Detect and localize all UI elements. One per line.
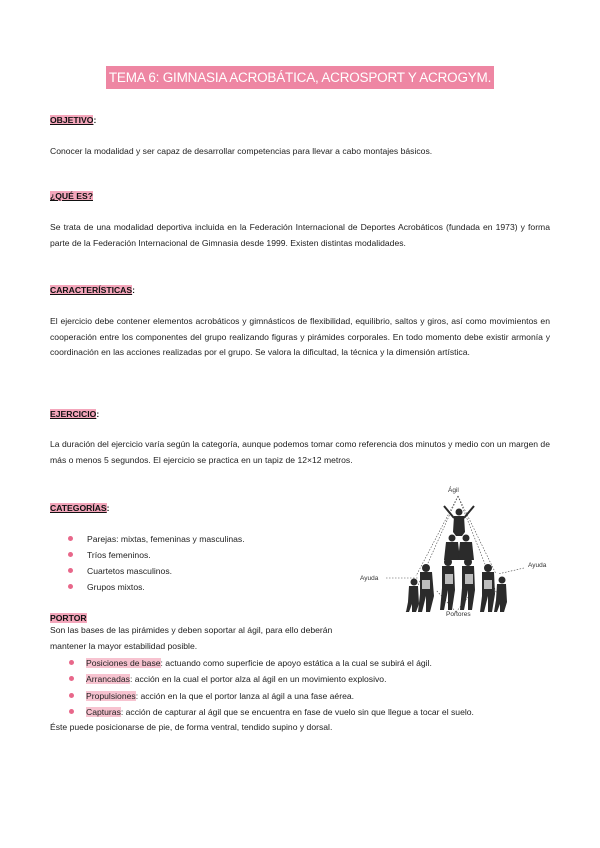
bullet-icon: [68, 584, 73, 589]
list-item: Parejas: mixtas, femeninas y masculinas.: [50, 531, 245, 547]
que-es-text: Se trata de una modalidad deportiva incluida en la Federación Internacional de Deportes Acrobáticos (fundada en 1973) y forma parte de la Federación Internacional de Gimnasia desde 1999. Existen distintas modalidades.: [50, 222, 550, 248]
objetivo-heading-colon: :: [93, 115, 97, 125]
figure-label-agil: Ágil: [448, 487, 459, 494]
bullet-icon: [69, 660, 74, 665]
pyramid-drawing: [356, 486, 552, 620]
categorias-heading: [50, 502, 110, 514]
bullet-icon: [68, 552, 73, 557]
caracteristicas-text: El ejercicio debe contener elementos acrobáticos y gimnásticos de flexibilidad, equilibrio, saltos y giros, así como movimientos en cooperación entre los componentes del grupo realizando figuras y pirámides corporales. En todo momento debe existir armonía y coordinación en las acciones realizadas por el grupo. Se valora la dificultad, la técnica y la dimensión artística.: [50, 316, 550, 358]
objetivo-text: Conocer la modalidad y ser capaz de desarrollar competencias para llevar a cabo montajes básicos.: [50, 146, 433, 156]
list-item: Cuartetos masculinos.: [50, 563, 245, 579]
categorias-heading-colon: :: [106, 503, 110, 513]
categorias-heading-label: CATEGORÍAS: [50, 503, 107, 513]
figure-label-ayuda-left: Ayuda: [360, 575, 379, 582]
page-title: TEMA 6: GIMNASIA ACROBÁTICA, ACROSPORT Y ACROGYM.: [106, 66, 494, 89]
bullet-icon: [68, 536, 73, 541]
caracteristicas-heading-label: CARACTERÍSTICAS: [50, 285, 133, 295]
caracteristicas-heading-colon: :: [132, 285, 135, 295]
portor-list: [50, 655, 550, 720]
list-item: Posiciones de base: actuando como superficie de apoyo estática a la cual se subirá el ágil.: [50, 655, 550, 671]
list-item: Grupos mixtos.: [50, 579, 245, 595]
ejercicio-text: La duración del ejercicio varía según la categoría, aunque podemos tomar como referencia dos minutos y medio con un margen de más o menos 5 segundos. El ejercicio se practica en un tapiz de 12×12 metros.: [50, 439, 550, 465]
list-item: Tríos femeninos.: [50, 547, 245, 563]
categorias-list: [50, 531, 245, 595]
bullet-icon: [69, 709, 74, 714]
ejercicio-heading-label: EJERCICIO: [50, 409, 97, 419]
que-es-heading: [50, 190, 93, 202]
objetivo-heading-label: OBJETIVO: [50, 115, 94, 125]
list-item: Arrancadas: acción en la cual el portor alza al ágil en un movimiento explosivo.: [50, 671, 550, 687]
bullet-icon: [69, 676, 74, 681]
objetivo-heading: [50, 114, 96, 126]
ejercicio-heading-colon: :: [96, 409, 100, 419]
caracteristicas-heading: [50, 284, 135, 296]
list-item: Propulsiones: acción en la que el portor lanza al ágil a una fase aérea.: [50, 688, 550, 704]
bullet-icon: [69, 693, 74, 698]
pyramid-illustration: [356, 486, 552, 620]
que-es-heading-label: ¿QUÉ ES?: [50, 191, 93, 201]
bullet-icon: [68, 568, 73, 573]
list-item: Capturas: acción de capturar al ágil que se encuentra en fase de vuelo sin que llegue a tocar el suelo.: [50, 704, 550, 720]
portor-closing: Éste puede posicionarse de pie, de forma ventral, tendido supino y dorsal.: [50, 722, 333, 732]
title-wrap: [0, 66, 600, 89]
ejercicio-heading: [50, 408, 99, 420]
portor-heading-label: PORTOR: [50, 613, 87, 623]
figure-label-portores: Portores: [446, 611, 471, 618]
figure-label-ayuda-right: Ayuda: [528, 562, 547, 569]
portor-intro: Son las bases de las pirámides y deben soportar al ágil, para ello deberán mantener la mayor estabilidad posible.: [50, 625, 333, 651]
